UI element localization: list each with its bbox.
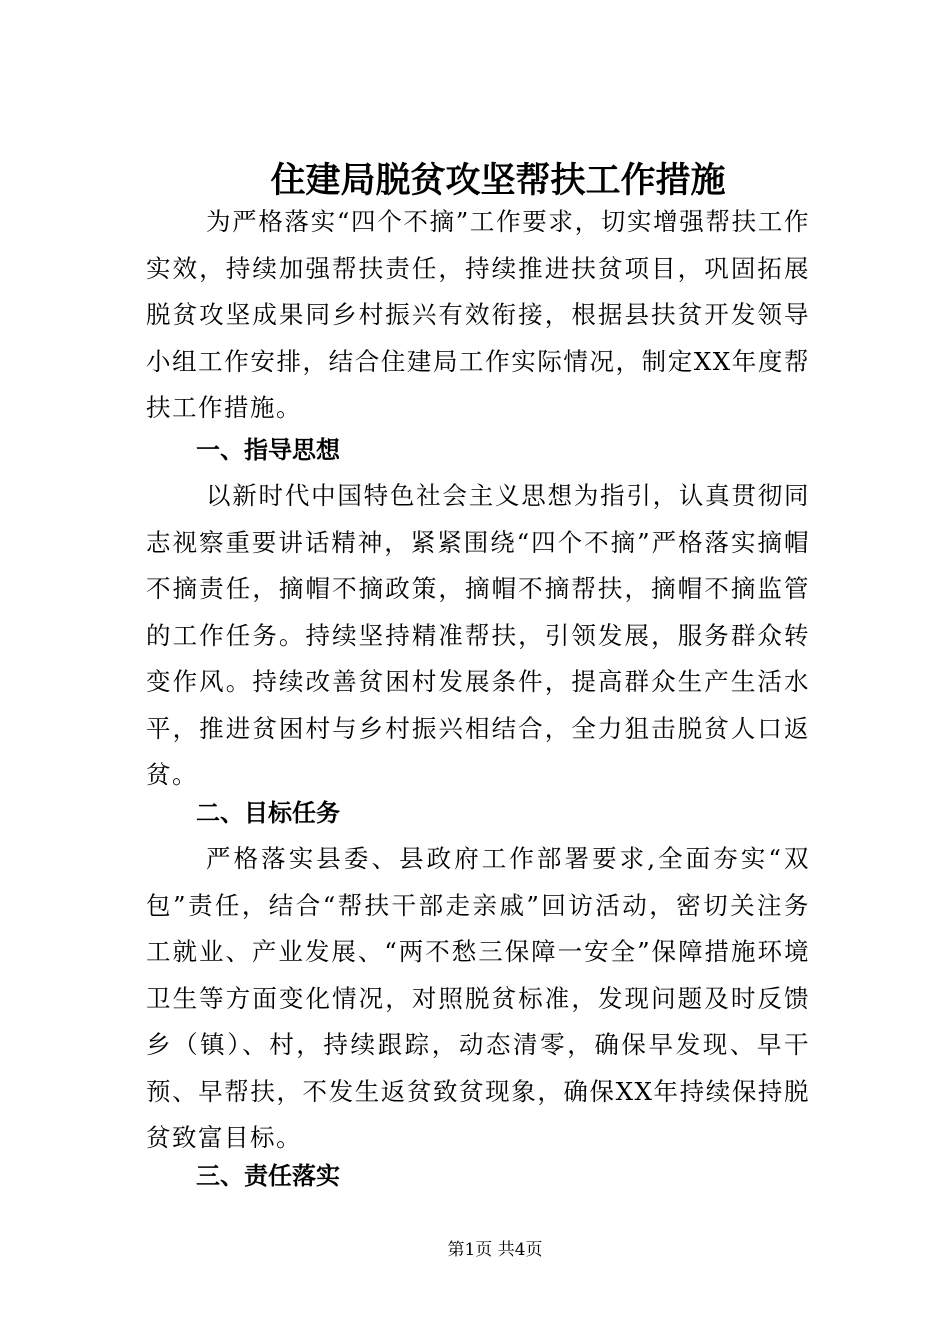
page-footer: 第1页 共4页 xyxy=(447,1240,543,1260)
intro-paragraph: 为严格落实“四个不摘”工作要求，切实增强帮扶工作实效，持续加强帮扶责任，持续推进扶贫项目，巩固拓展脱贫攻坚成果同乡村振兴有效衔接，根据县扶贫开发领导小组工作安排，结合住建局工作实际情况，制定XX年度帮扶工作措施。 xyxy=(146,207,810,422)
section-heading-guiding-ideology: 一、指导思想 xyxy=(196,436,340,464)
document-title: 住建局脱贫攻坚帮扶工作措施 xyxy=(270,160,726,202)
section-body-guiding-ideology: 以新时代中国特色社会主义思想为指引，认真贯彻同志视察重要讲话精神，紧紧围绕“四个不摘”严格落实摘帽不摘责任，摘帽不摘政策，摘帽不摘帮扶，摘帽不摘监管的工作任务。持续坚持精准帮扶，引领发展，服务群众转变作风。持续改善贫困村发展条件，提高群众生产生活水平，推进贫困村与乡村振兴相结合，全力狙击脱贫人口返贫。 xyxy=(146,481,810,789)
section-heading-goals-tasks: 二、目标任务 xyxy=(196,799,340,827)
section-body-goals-tasks: 严格落实县委、县政府工作部署要求,全面夯实“双包”责任，结合“帮扶干部走亲戚”回访活动，密切关注务工就业、产业发展、“两不愁三保障一安全”保障措施环境卫生等方面变化情况，对照脱贫标准，发现问题及时反馈乡（镇）、村，持续跟踪，动态清零，确保早发现、早干预、早帮扶，不发生返贫致贫现象，确保XX年持续保持脱贫致富目标。 xyxy=(146,844,810,1152)
section-heading-responsibility: 三、责任落实 xyxy=(196,1162,340,1190)
